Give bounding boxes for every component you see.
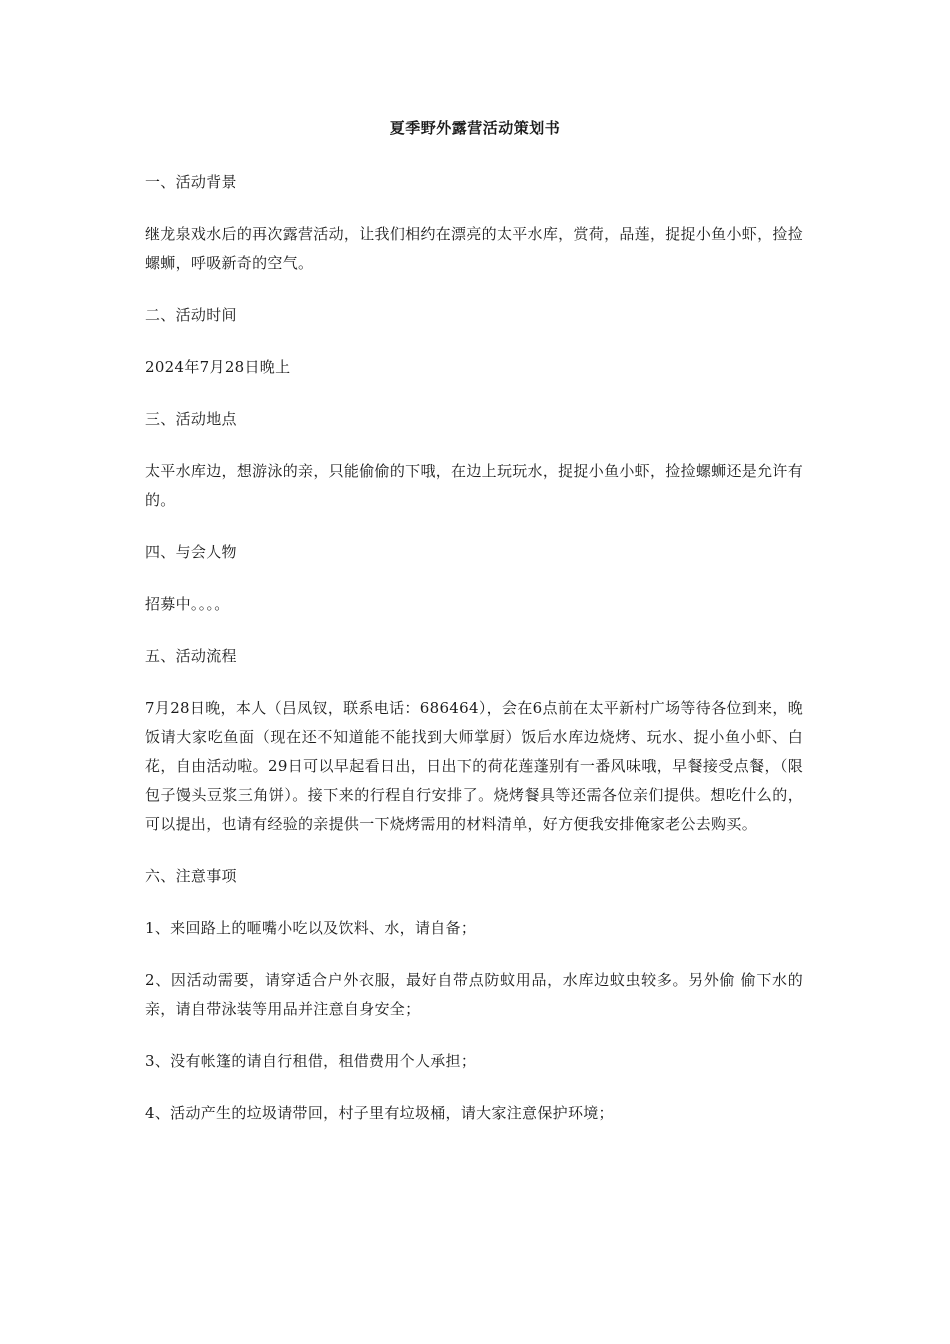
section-text-background: 继龙泉戏水后的再次露营活动，让我们相约在漂亮的太平水库，赏荷，品莲，捉捉小鱼小虾，捡捡螺蛳，呼吸新奇的空气。 bbox=[145, 225, 803, 272]
section-heading-process: 五、活动流程 bbox=[145, 647, 237, 665]
note-item: 1、来回路上的咂嘴小吃以及饮料、水，请自备； bbox=[145, 919, 477, 937]
section-heading-notes: 六、注意事项 bbox=[145, 867, 237, 885]
note-item: 2、因活动需要，请穿适合户外衣服，最好自带点防蚊用品，水库边蚊虫较多。另外偷 偷下水的亲，请自带泳装等用品并注意自身安全； bbox=[145, 971, 803, 1018]
note-item: 3、没有帐篷的请自行租借，租借费用个人承担； bbox=[145, 1052, 477, 1070]
document-body bbox=[145, 168, 803, 1151]
section-heading-background: 一、活动背景 bbox=[145, 173, 237, 191]
note-item: 4、活动产生的垃圾请带回，村子里有垃圾桶，请大家注意保护环境； bbox=[145, 1104, 614, 1122]
section-text-time: 2024年7月28日晚上 bbox=[145, 358, 291, 376]
section-text-process: 7月28日晚，本人（吕凤钗，联系电话：686464），会在6点前在太平新村广场等待各位到来，晚饭请大家吃鱼面（现在还不知道能不能找到大师掌厨）饭后水库边烧烤、玩水、捉小鱼小虾、白花，自由活动啦。29日可以早起看日出，日出下的荷花莲蓬别有一番风味哦，早餐接受点餐，（限包子馒头豆浆三角饼）。接下来的行程自行安排了。烧烤餐具等还需各位亲们提供。想吃什么的，可以提出，也请有经验的亲提供一下烧烤需用的材料清单，好方便我安排俺家老公去购买。 bbox=[145, 699, 803, 833]
document-title: 夏季野外露营活动策划书 bbox=[389, 119, 561, 137]
section-text-location: 太平水库边，想游泳的亲，只能偷偷的下哦，在边上玩玩水，捉捉小鱼小虾，捡捡螺蛳还是允许有的。 bbox=[145, 462, 803, 509]
section-heading-location: 三、活动地点 bbox=[145, 410, 237, 428]
section-heading-time: 二、活动时间 bbox=[145, 306, 237, 324]
section-heading-attendees: 四、与会人物 bbox=[145, 543, 237, 561]
section-text-attendees: 招募中。。。。 bbox=[145, 595, 230, 613]
